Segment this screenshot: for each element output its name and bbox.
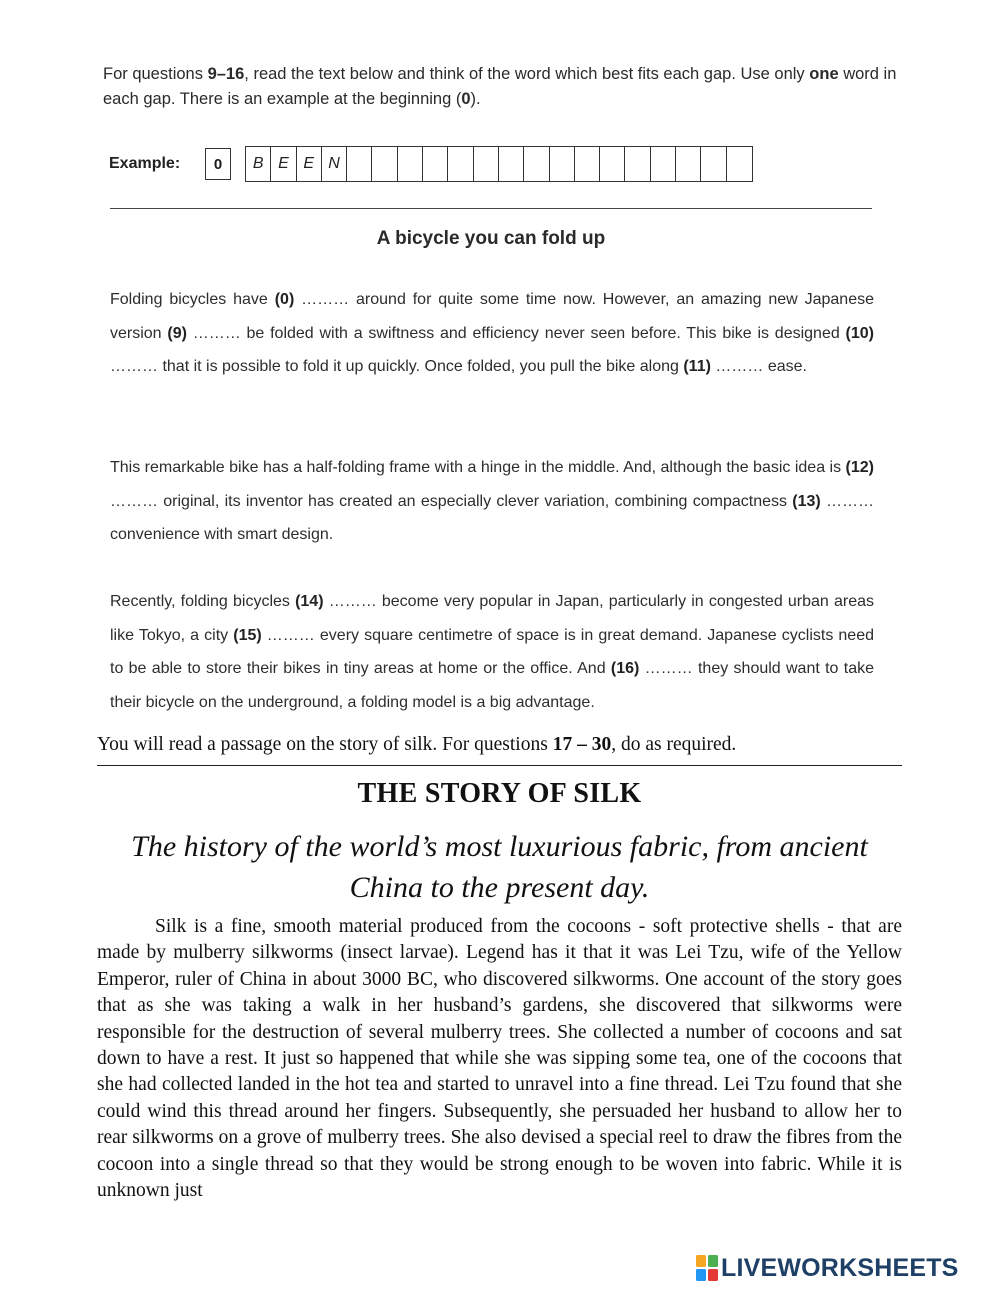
letter-box [727,147,752,181]
silk-question-range: 17 – 30 [552,734,612,755]
letter-box [423,147,448,181]
divider [110,208,872,209]
silk-instructions [97,734,902,756]
paragraph-text: This remarkable bike has a half-folding frame with a hinge in the middle. And, although the basic idea is [110,459,846,476]
letter-box [398,147,423,181]
instructions [103,62,903,112]
paragraph-text: ……… convenience with smart design. [110,492,874,543]
example-answer-boxes [245,146,753,182]
paragraph-text: ……… every square centimetre of space is in great demand. Japanese cyclists need to be able to store their bikes in tiny areas at home or the office. And [110,626,875,677]
paragraph-text: Recently, folding bicycles [110,593,296,610]
paragraph-text: ……… they should want to take their bicycle on the underground, a folding model is a big advantage. [110,660,874,711]
question-range: 9–16 [207,65,245,83]
silk-title: THE STORY OF SILK [357,778,642,809]
paragraph-text: ……… be folded with a swiftness and efficiency never seen before. This bike is designed [186,324,846,342]
gap-number: (11) [683,358,711,375]
instructions-text: For questions [103,65,208,83]
letter-box [550,147,575,181]
gap-number: (9) [167,324,187,342]
letter-box: E [271,147,296,181]
letter-box: E [297,147,322,181]
letter-box [448,147,473,181]
brand-logo[interactable] [696,1253,959,1283]
bike-article-title: A bicycle you can fold up [376,228,606,249]
letter-box [575,147,600,181]
silk-body-paragraph: Silk is a fine, smooth material produced from the cocoons - soft protective shells - that are made by mulberry silkworms (insect larvae). Legend has it that it was Lei Tzu, wife of the Yellow Emperor, ruler of China in about 3000 BC, who discovered silkworms. One account of the story goes that as she was taking a walk in her husband’s gardens, she discovered that silkworms were responsible for the destruction of several mulberry trees. She collected a number of cocoons and sat down to have a rest. It just so happened that while she was sipping some tea, one of the cocoons that she had collected landed in the hot tea and started to unravel into a fine thread. Lei Tzu found that she could wind this thread around her fingers. Subsequently, she persuaded her husband to allow her to rear silkworms on a grove of mulberry trees. She also devised a special reel to draw the fibres from the cocoon into a single thread so that they would be strong enough to be woven into fabric. While it is unknown just [97,916,902,1202]
divider [97,765,902,766]
gap-number: (0) [274,291,295,308]
letter-box [625,147,650,181]
gap-number: (10) [845,324,874,342]
letter-box: N [322,147,347,181]
example-label: Example: [109,155,181,172]
letter-box [499,147,524,181]
letter-box [651,147,676,181]
gap-number: (12) [845,459,874,476]
letter-box [372,147,397,181]
letter-box [524,147,549,181]
brand-name: LIVEWORKSHEETS [721,1253,959,1282]
letter-box [676,147,701,181]
silk-instructions-text: You will read a passage on the story of silk. For questions [97,734,553,755]
paragraph-text: Folding bicycles have [110,291,275,308]
gap-number: (13) [792,492,821,510]
instructions-emphasis: 0 [461,90,471,108]
letter-box [347,147,372,181]
liveworksheets-logo-icon [696,1255,718,1281]
gap-number: (15) [233,626,262,644]
gap-number: (14) [295,593,324,610]
paragraph-text: ……… original, its inventor has created an especially clever variation, combining compactness [110,492,793,510]
silk-subtitle: The history of the world’s most luxurious fabric, from ancient China to the present day. [131,830,868,904]
bike-paragraph-1 [110,283,874,384]
paragraph-text: ……… become very popular in Japan, particularly in congested urban areas like Tokyo, a city [110,593,874,644]
example-number-box: 0 [205,148,231,180]
bike-paragraph-3 [110,585,874,719]
gap-number: (16) [610,660,640,677]
paragraph-text: ……… that it is possible to fold it up quickly. Once folded, you pull the bike along [110,358,684,375]
instructions-emphasis: one [809,65,839,83]
instructions-text: word in each gap. There is an example at the beginning ( [103,65,897,108]
instructions-text: , read the text below and think of the word which best fits each gap. Use only [244,65,810,83]
instructions-text: ). [470,90,481,108]
silk-instructions-text: , do as required. [611,734,737,755]
bike-paragraph-2 [110,451,874,552]
paragraph-text: ……… ease. [710,358,807,375]
paragraph-text: ……… around for quite some time now. However, an amazing new Japanese version [110,291,874,342]
letter-box [701,147,726,181]
letter-box [474,147,499,181]
letter-box: B [246,147,271,181]
letter-box [600,147,625,181]
example-row [109,146,753,182]
